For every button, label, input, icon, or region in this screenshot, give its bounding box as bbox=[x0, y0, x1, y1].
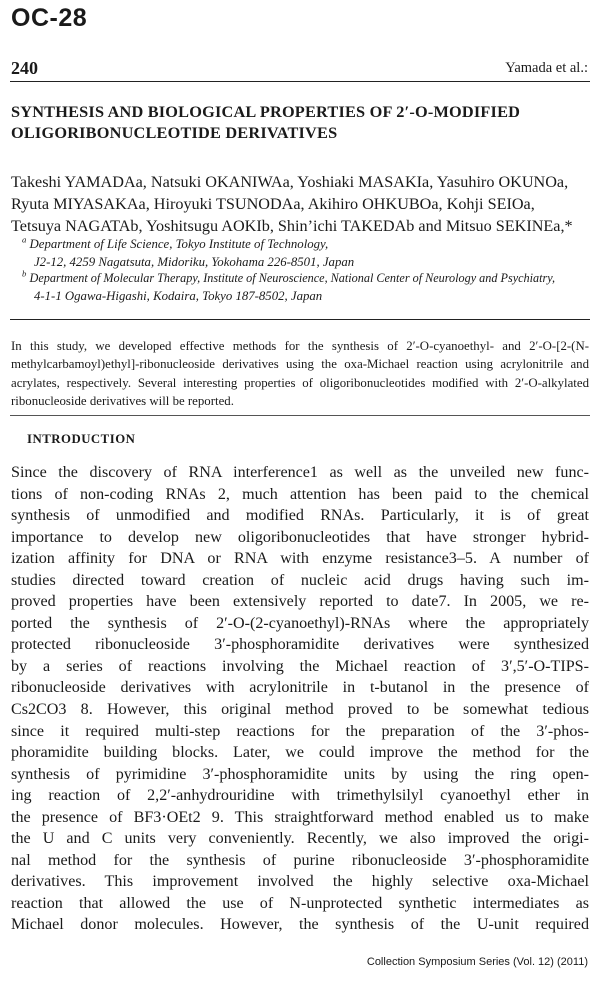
affiliation-b bbox=[22, 270, 597, 305]
body-line: Cs2CO3 8. However, this original method proved to be somewhat tedious bbox=[11, 701, 589, 719]
body-line: phoramidite building blocks. Later, we could improve the method for the bbox=[11, 744, 589, 762]
affiliation-line: Department of Molecular Therapy, Institute of Neuroscience, National Center of Neurology and Psychiatry, bbox=[29, 271, 555, 285]
body-line: synthesis of pyrimidine 3′-phosphoramidite units by using the ring open- bbox=[11, 765, 589, 783]
body-line: since it required multi-step reactions for the preparation of the 3′-phos- bbox=[11, 722, 589, 740]
abstract-top-rule bbox=[10, 319, 590, 320]
affiliation-line: J2-12, 4259 Nagatsuta, Midoriku, Yokohama 226-8501, Japan bbox=[34, 254, 355, 269]
body-line: the U and C units very conveniently. Recently, we also improved the origi- bbox=[11, 830, 589, 848]
body-line: by a series of reactions involving the Michael reaction of 3′,5′-O-TIPS- bbox=[11, 657, 589, 675]
abstract: In this study, we developed effective methods for the synthesis of 2′-O-cyanoethyl- and 2′-O-[2-(N-methylcarbamoyl)ethyl]-ribonucleoside derivatives using the oxa-Michael reaction using acrylonitrile and acrylates, respectively. Several interesting properties of oligoribonucleotides modified with 2′-O-alkylated ribonucleoside derivatives will be reported. bbox=[11, 339, 589, 409]
author-list bbox=[11, 171, 596, 237]
body-line: ribonucleoside derivatives with acrylonitrile in t-butanol in the presence of bbox=[11, 679, 589, 697]
body-line: derivatives. This improvement involved the highly selective oxa-Michael bbox=[11, 873, 589, 891]
body-line: Since the discovery of RNA interference1 as well as the unveiled new func- bbox=[11, 464, 589, 481]
footer-citation: Collection Symposium Series (Vol. 12) (2011) bbox=[366, 956, 588, 968]
body-line: ization affinity for DNA or RNA with enzyme resistance3–5. A number of bbox=[11, 550, 589, 568]
affiliation-line: 4-1-1 Ogawa-Higashi, Kodaira, Tokyo 187-8502, Japan bbox=[34, 288, 323, 303]
body-line: reaction that allowed the use of N-unprotected synthetic intermediates as bbox=[11, 894, 589, 912]
title-line: SYNTHESIS AND BIOLOGICAL PROPERTIES OF 2′-O-MODIFIED bbox=[11, 102, 521, 121]
body-line: proved properties have been extensively reported to date7. In 2005, we re- bbox=[11, 593, 589, 611]
author-line: Takeshi YAMADAa, Natsuki OKANIWAa, Yoshiaki MASAKIa, Yasuhiro OKUNOa, bbox=[11, 173, 569, 191]
abstract-bottom-rule bbox=[10, 415, 590, 416]
body-line: Michael donor molecules. However, the synthesis of the U-unit required bbox=[11, 916, 589, 934]
affiliation-mark: b bbox=[22, 268, 27, 279]
running-head: Yamada et al.: bbox=[505, 60, 588, 76]
body-line: tions of non-coding RNAs 2, much attention has been paid to the chemical bbox=[11, 485, 589, 503]
title-line: OLIGORIBONUCLEOTIDE DERIVATIVES bbox=[11, 123, 338, 142]
body-line: protected ribonucleoside 3′-phosphoramidite derivatives were synthesized bbox=[11, 636, 589, 654]
header-rule bbox=[10, 81, 590, 82]
affiliation-a bbox=[22, 236, 597, 271]
affiliation-mark: a bbox=[22, 234, 27, 245]
body-line: importance to develop new oligoribonucleotides that have stronger hybrid- bbox=[11, 528, 589, 546]
affiliation-line: Department of Life Science, Tokyo Institute of Technology, bbox=[29, 237, 329, 251]
page-number: 240 bbox=[11, 58, 38, 78]
body-line: nal method for the synthesis of purine ribonucleoside 3′-phosphoramidite bbox=[11, 851, 589, 869]
body-line: ported the synthesis of 2′-O-(2-cyanoethyl)-RNAs where the appropriately bbox=[11, 614, 589, 632]
body-line: studies directed toward creation of nucleic acid drugs having such im- bbox=[11, 571, 589, 589]
series-code: OC-28 bbox=[11, 4, 88, 32]
author-line: Ryuta MIYASAKAa, Hiroyuki TSUNODAa, Akihiro OHKUBOa, Kohji SEIOa, bbox=[11, 195, 535, 213]
paper-title bbox=[11, 101, 591, 143]
author-line: Tetsuya NAGATAb, Yoshitsugu AOKIb, Shin’ichi TAKEDAb and Mitsuo SEKINEa,* bbox=[11, 217, 573, 235]
body-text bbox=[11, 462, 589, 936]
body-line: the presence of BF3·OEt2 9. This straightforward method enabled us to make bbox=[11, 808, 589, 826]
body-line: synthesis of unmodified and modified RNAs. Particularly, it is of great bbox=[11, 507, 589, 525]
body-line: ing reaction of 2,2′-anhydrouridine with trimethylsilyl cyanoethyl ether in bbox=[11, 787, 589, 805]
section-heading: INTRODUCTION bbox=[27, 432, 136, 446]
